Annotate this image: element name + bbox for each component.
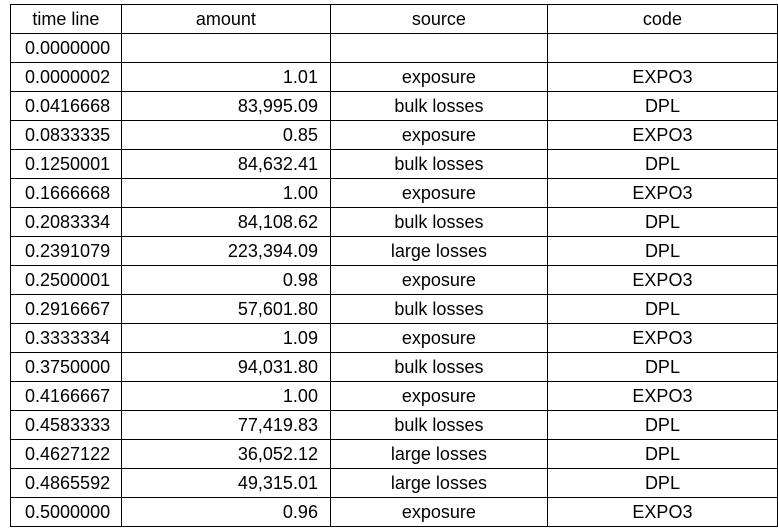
cell-time-line: 0.2083334 [11,208,122,237]
cell-code: DPL [547,353,777,382]
cell-code: DPL [547,150,777,179]
table-row [11,92,778,121]
cell-amount: 94,031.80 [121,353,330,382]
cell-source: large losses [330,237,547,266]
cell-amount: 84,632.41 [121,150,330,179]
cell-source: bulk losses [330,150,547,179]
cell-code: EXPO3 [547,382,777,411]
cell-source: large losses [330,469,547,498]
cell-source: bulk losses [330,208,547,237]
cell-source [330,34,547,63]
table-row [11,295,778,324]
cell-code [547,34,777,63]
header-row [11,5,778,34]
cell-time-line: 0.0416668 [11,92,122,121]
header-code: code [547,5,777,34]
table-row [11,121,778,150]
cell-source: exposure [330,382,547,411]
table-row [11,324,778,353]
cell-amount: 1.00 [121,179,330,208]
cell-time-line: 0.4583333 [11,411,122,440]
table-row [11,469,778,498]
cell-source: large losses [330,440,547,469]
cell-code: EXPO3 [547,324,777,353]
data-table [10,4,778,527]
cell-source: bulk losses [330,411,547,440]
cell-source: exposure [330,63,547,92]
table-row [11,440,778,469]
header-time-line: time line [11,5,122,34]
table-row [11,34,778,63]
cell-code: EXPO3 [547,498,777,527]
header-source: source [330,5,547,34]
cell-code: EXPO3 [547,266,777,295]
cell-source: exposure [330,121,547,150]
cell-amount [121,34,330,63]
cell-source: exposure [330,179,547,208]
cell-time-line: 0.2916667 [11,295,122,324]
table-row [11,63,778,92]
cell-amount: 83,995.09 [121,92,330,121]
cell-amount: 223,394.09 [121,237,330,266]
cell-time-line: 0.0000000 [11,34,122,63]
cell-time-line: 0.4627122 [11,440,122,469]
cell-source: bulk losses [330,353,547,382]
cell-amount: 49,315.01 [121,469,330,498]
cell-amount: 84,108.62 [121,208,330,237]
cell-code: DPL [547,295,777,324]
cell-source: bulk losses [330,295,547,324]
cell-code: DPL [547,440,777,469]
table-row [11,208,778,237]
cell-time-line: 0.4865592 [11,469,122,498]
cell-source: exposure [330,498,547,527]
cell-time-line: 0.2391079 [11,237,122,266]
cell-code: DPL [547,92,777,121]
cell-time-line: 0.4166667 [11,382,122,411]
table-row [11,353,778,382]
cell-code: DPL [547,469,777,498]
cell-code: DPL [547,237,777,266]
cell-time-line: 0.1666668 [11,179,122,208]
cell-amount: 57,601.80 [121,295,330,324]
table-row [11,498,778,527]
cell-time-line: 0.1250001 [11,150,122,179]
cell-source: exposure [330,266,547,295]
cell-source: bulk losses [330,92,547,121]
table-row [11,179,778,208]
cell-amount: 0.85 [121,121,330,150]
cell-code: DPL [547,208,777,237]
cell-time-line: 0.5000000 [11,498,122,527]
cell-code: EXPO3 [547,179,777,208]
cell-code: EXPO3 [547,121,777,150]
cell-amount: 0.98 [121,266,330,295]
table-row [11,411,778,440]
cell-amount: 77,419.83 [121,411,330,440]
cell-time-line: 0.2500001 [11,266,122,295]
cell-amount: 1.00 [121,382,330,411]
table-row [11,237,778,266]
cell-code: EXPO3 [547,63,777,92]
cell-amount: 1.01 [121,63,330,92]
cell-code: DPL [547,411,777,440]
cell-source: exposure [330,324,547,353]
table-row [11,382,778,411]
cell-amount: 0.96 [121,498,330,527]
table-row [11,150,778,179]
cell-time-line: 0.3750000 [11,353,122,382]
cell-time-line: 0.0000002 [11,63,122,92]
cell-amount: 1.09 [121,324,330,353]
cell-amount: 36,052.12 [121,440,330,469]
header-amount: amount [121,5,330,34]
table-body [11,34,778,527]
cell-time-line: 0.0833335 [11,121,122,150]
data-table-container [10,4,778,527]
table-row [11,266,778,295]
cell-time-line: 0.3333334 [11,324,122,353]
